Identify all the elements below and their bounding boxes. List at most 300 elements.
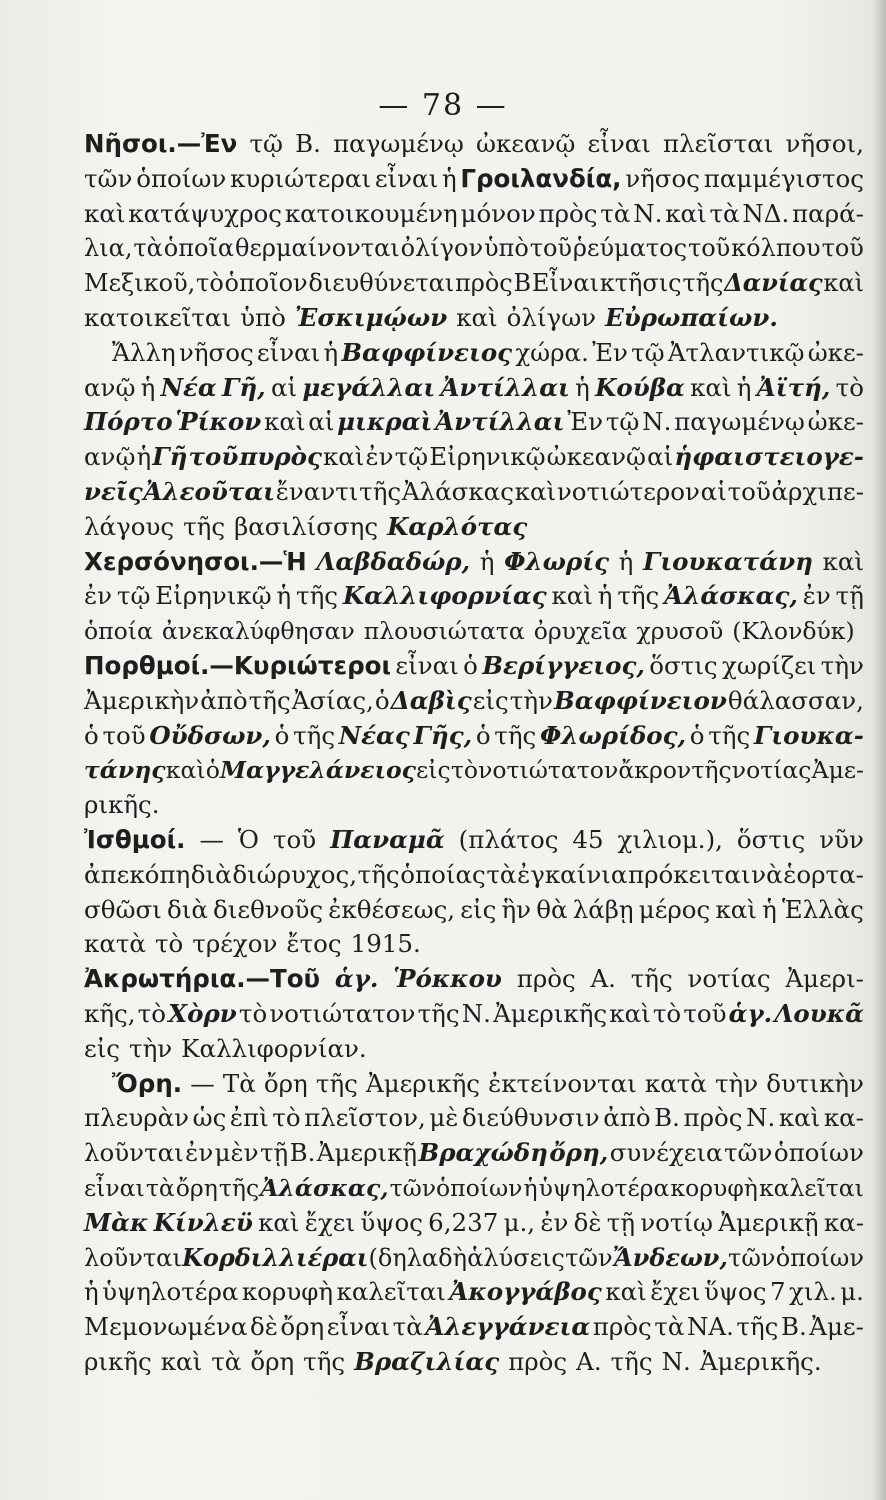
word: ἔτος [286, 929, 342, 959]
word: κα- [823, 1207, 864, 1237]
word: Ἀμε- [809, 1312, 864, 1342]
word: ὁ [205, 756, 220, 785]
word: τῆς [303, 1346, 346, 1376]
word: τῆς [736, 1312, 779, 1342]
text-line [84, 753, 864, 788]
word: κατοικουμένη [284, 198, 458, 228]
word: τὰ [133, 234, 163, 263]
word: Καρλότας [387, 511, 528, 541]
word: τῆς [357, 859, 400, 889]
word: Οὔδσων, [149, 720, 271, 750]
word: ἔχει [650, 1277, 701, 1307]
word: ἡ [136, 442, 152, 472]
word: Α. [590, 964, 616, 994]
word: καὶ [514, 476, 557, 506]
word: τοῦ [188, 442, 239, 472]
word: τὰ [211, 1346, 242, 1376]
word: αἱ [700, 476, 727, 506]
word: ἐν [802, 581, 831, 611]
word: ἔχει [304, 1207, 356, 1237]
text-line [84, 1206, 864, 1241]
word: Γροιλανδία, [460, 163, 622, 193]
word: ἡ [575, 372, 590, 402]
word: δυτικὴν [766, 1068, 864, 1098]
word: ὁποία [84, 617, 153, 646]
word: ὀλίγων [506, 302, 597, 332]
word: τῆς [708, 720, 751, 750]
word: Ἀμερικῇ [316, 1138, 418, 1168]
word: πρὸς [454, 269, 513, 298]
word: Γιουκατάνη [642, 546, 813, 576]
text-line [84, 1241, 864, 1276]
word: τὸ [137, 998, 166, 1028]
word: Ν. [661, 1346, 691, 1376]
word: τρέχον [192, 929, 278, 959]
word: Βραζιλίας [354, 1346, 500, 1376]
word: ἡ [441, 163, 457, 193]
word: εἶναι [587, 129, 651, 158]
word: Ἀλάσκας, [260, 1173, 389, 1202]
word: τὴν [714, 1068, 759, 1098]
word: τῷ [394, 442, 429, 472]
word: τὰ [145, 1173, 175, 1202]
word: ὁποίων [773, 1138, 864, 1168]
word: Β. [295, 129, 321, 158]
word: Φλωρίδος, [539, 720, 687, 750]
word: Βαφφίνειος [341, 337, 513, 367]
word: ὁποίων [775, 1243, 864, 1272]
text-line [84, 927, 864, 962]
word: ὄρη [250, 1346, 295, 1376]
word: τῆς [248, 685, 291, 715]
word: ἡφαιστειογε- [674, 442, 864, 472]
word: αἱ [308, 407, 335, 437]
word: τῆς [315, 1068, 358, 1098]
word: κτῆσις [599, 269, 682, 298]
word: ὁ [374, 685, 390, 715]
word: Ἄλλη [112, 337, 176, 367]
word: τοῦ [529, 234, 573, 263]
text-line [84, 162, 864, 197]
word: ἡ [479, 546, 495, 576]
word: Πορθμοί.—Κυριώτεροι [84, 650, 392, 680]
word: τῆς [494, 720, 537, 750]
word: Ἀμερι- [785, 964, 864, 994]
word: τάνης [84, 756, 166, 785]
word: τῆς [417, 998, 460, 1028]
word: κῆς, [84, 998, 136, 1028]
word: χρυσοῦ [636, 617, 724, 646]
word: τῷ [116, 581, 151, 611]
word: Ὁ [237, 824, 259, 854]
word: ὑπὸ [240, 302, 286, 332]
word: τὴν [509, 685, 553, 715]
word: πρὸς [683, 1103, 743, 1133]
word: ἔναντι [275, 476, 359, 506]
word: ὡς [192, 1103, 227, 1133]
word: Ν. [642, 407, 672, 437]
word: Ἀλάσκας, [664, 581, 798, 611]
word: Πόρτο [84, 407, 173, 437]
word: Μαγγελάνειος [220, 756, 416, 785]
word: τὰ [392, 1312, 423, 1342]
text-line [84, 545, 864, 580]
word: τοῦ [683, 998, 727, 1028]
word: πρὸς [592, 1312, 652, 1342]
text-line [84, 649, 864, 684]
text-line [84, 266, 864, 301]
word: τῆς [218, 1173, 260, 1202]
word: Ἀντίλλαι [435, 407, 565, 437]
word: Ἀσίας, [291, 685, 374, 715]
word: θερμαίνονται [234, 234, 400, 263]
word: χώρα. [515, 337, 589, 367]
word: μεγάλλαι [302, 372, 436, 402]
word: ἁλύσεις [467, 1243, 565, 1272]
word: ρικῆς. [84, 790, 160, 820]
word: τὸ [196, 269, 224, 298]
word: λάβῃ [572, 894, 634, 924]
word: ἡ [762, 894, 777, 924]
word: τῶν [565, 1243, 613, 1272]
text-line [84, 719, 864, 754]
word: καλεῖται [758, 1173, 864, 1202]
word: καὶ [665, 198, 707, 228]
word: Ῥόκκου [393, 964, 502, 994]
word: νοτιώτατον [478, 756, 619, 785]
word: Ἀμερικῇ [718, 1207, 819, 1237]
word: τὰ [709, 198, 740, 228]
word: Κορδιλλιέραι [181, 1242, 369, 1272]
word: Β. [654, 1103, 680, 1133]
word: νοτίας [687, 964, 771, 994]
word: παρά- [792, 198, 864, 228]
word: Βραχώδη [418, 1138, 548, 1168]
text-line [84, 684, 864, 719]
word: λοῦνται [84, 1138, 184, 1168]
word: παμμέγιστος [703, 163, 864, 193]
word: καὶ [165, 756, 206, 785]
word: ὁποίων [136, 163, 227, 193]
word: Ἀλεοῦται [143, 476, 276, 506]
word: ὁποίας [400, 859, 486, 889]
word: Ἀμερικὴν [84, 685, 200, 715]
word: Ἀτλαντικῷ [667, 337, 805, 367]
word: διὰ [166, 894, 208, 924]
word: ὅστις [649, 650, 718, 680]
word: 1915. [350, 929, 421, 959]
word: ἡ [140, 372, 156, 402]
word: ὑψηλοτέρα [538, 1173, 670, 1202]
word: καὶ [823, 269, 864, 298]
word: Χερσόνησοι.—Ἡ [84, 546, 307, 576]
word: εἶναι [326, 1312, 391, 1342]
word: τῆς [691, 756, 732, 785]
word: — [190, 1068, 215, 1098]
word: Δανίας [724, 268, 823, 298]
word: εἶναι [84, 1173, 145, 1202]
word: τὰ [486, 859, 517, 889]
text-line [84, 962, 864, 997]
word: ἡ [618, 546, 634, 576]
word: τῆς [183, 511, 226, 541]
word: τῷ [631, 337, 665, 367]
word: καὶ [322, 442, 365, 472]
word: Β [513, 269, 532, 298]
word: Γῆς, [413, 720, 473, 750]
word: διὰ [190, 859, 232, 889]
word: βασιλίσσης [234, 511, 379, 541]
word: Ἑλλὰς [781, 894, 864, 924]
word: Ῥίκον [175, 407, 262, 437]
word: εἶναι [374, 163, 439, 193]
word: Ἐσκιμῴων [294, 302, 448, 332]
word: Καλλιφορνίαν. [181, 1033, 367, 1063]
word: ἄκρον [618, 756, 692, 785]
word: τοῦ [272, 824, 317, 854]
word: νὰ [751, 859, 783, 889]
word: Ν. [633, 198, 663, 228]
word: μόνον [460, 198, 536, 228]
word: Ὄρη. [112, 1068, 183, 1098]
word: τῷ [605, 407, 640, 437]
text-line [84, 475, 864, 510]
word: νεῖς [84, 476, 143, 506]
word: μ. [840, 1277, 864, 1307]
word: Ν. [746, 1103, 776, 1133]
word: διευθύνεται [308, 269, 455, 298]
word: καὶ [609, 998, 651, 1028]
word: ἐκθέσεως, [328, 894, 456, 924]
word: Β. [289, 1138, 316, 1168]
word: ὄρη [280, 1312, 325, 1342]
word: ὄρη [175, 1173, 218, 1202]
word: τοῦ [102, 720, 146, 750]
word: ἑορτα- [783, 859, 864, 889]
word: ὁ [274, 720, 290, 750]
word: ὀρυχεῖα [533, 617, 628, 646]
word: λάγους [84, 511, 175, 541]
word: Παναμᾶ [330, 824, 445, 854]
word: Ἐν [592, 337, 628, 367]
word: συνέχεια [609, 1138, 723, 1168]
word: ΝΑ. [686, 1312, 734, 1342]
word: ἐκτείνονται [488, 1068, 637, 1098]
text-line [84, 997, 864, 1032]
word: τῶν [84, 163, 133, 193]
word: κατὰ [644, 1068, 707, 1098]
word: Δαβὶς [390, 685, 472, 715]
word: τῆς [296, 581, 338, 611]
text-line [84, 231, 864, 266]
word: σθῶσι [84, 894, 162, 924]
word: 7 [769, 1277, 786, 1307]
word: Εἶναι [531, 269, 599, 298]
word: καὶ [258, 1207, 300, 1237]
word: ὠκεανῷ [546, 442, 647, 472]
word: — [199, 824, 224, 854]
word: καὶ [456, 302, 498, 332]
word: τῆς [682, 269, 724, 298]
word: λοῦνται [84, 1243, 182, 1272]
word: εἰς [416, 756, 451, 785]
word: τῶν [724, 1138, 773, 1168]
word: θάλασσαν, [727, 685, 864, 715]
word: πρὸς [516, 964, 576, 994]
word: Βαφφίνειον [554, 685, 727, 715]
text-line [84, 1067, 864, 1102]
word: κορυφὴ [241, 1277, 334, 1307]
text-line [84, 405, 864, 440]
word: πλουσιώτατα [363, 617, 525, 646]
text-line [84, 197, 864, 232]
word: εἰς [472, 685, 509, 715]
word: τῶν [728, 1243, 776, 1272]
word: Ἀμερικῆς [366, 1068, 481, 1098]
text-line [84, 1101, 864, 1136]
word: Εὐρωπαίων. [605, 302, 778, 332]
word: εἶναι [395, 650, 459, 680]
word: ρικῆς [84, 1346, 152, 1376]
word: τοῦ [727, 476, 771, 506]
word: θὰ [536, 894, 568, 924]
word: Ἐν [567, 407, 604, 437]
word: εἰς [84, 1033, 121, 1063]
word: ανῷ [84, 442, 136, 472]
word: χιλιομ.), [617, 824, 723, 854]
text-line [84, 788, 864, 823]
word: πρὸς [508, 1346, 568, 1376]
word: πυρὸς [239, 442, 322, 472]
word: διεύθυνσιν [461, 1103, 600, 1133]
word: ανῷ [84, 372, 136, 402]
word: τὸ [450, 756, 478, 785]
text-line [84, 371, 864, 406]
word: νοτιώτατον [269, 998, 416, 1028]
word: ἐπὶ [229, 1103, 269, 1133]
word: τὸ [238, 998, 268, 1028]
word: Ἰσθμοί. [84, 824, 186, 854]
word: ἀπὸ [603, 1103, 651, 1133]
word: ὁ [475, 720, 491, 750]
text-line [84, 127, 864, 162]
word: δὲ [573, 1207, 602, 1237]
word: πλεῖσται [663, 129, 774, 158]
word: καλεῖται [336, 1277, 446, 1307]
word: Τὰ [222, 1068, 256, 1098]
word: ἡ [597, 581, 613, 611]
word: Α. [576, 1346, 602, 1376]
word: εἰς [460, 894, 497, 924]
word: τὸ [652, 998, 682, 1028]
word: μικραὶ [337, 407, 433, 437]
word: καὶ [605, 1277, 647, 1307]
word: κυριώτεραι [230, 163, 372, 193]
text-line [84, 1032, 864, 1067]
word: μέρος [638, 894, 711, 924]
word: ὅστις [736, 824, 806, 854]
word: ὁποῖον [224, 269, 308, 298]
word: ἀπεκόπη [84, 859, 191, 889]
word: ἀνεκαλύφθησαν [161, 617, 355, 646]
word: τῷ [249, 129, 283, 158]
word: ΝΔ. [742, 198, 790, 228]
word: καὶ [160, 1346, 203, 1376]
word: ὠκε- [807, 337, 864, 367]
word: (δηλαδὴ [368, 1243, 467, 1272]
word: ὁ [84, 720, 99, 750]
word: ὁποῖα [163, 234, 235, 263]
word: παγωμένῳ [674, 407, 805, 437]
word: Ἀμε- [811, 756, 864, 785]
word: Καλλιφορνίας [342, 581, 547, 611]
word: Νέας [338, 720, 410, 750]
word: ἐγκαίνια [517, 859, 628, 889]
word: ἣν [501, 894, 532, 924]
word: τὰ [654, 1312, 685, 1342]
word: κατὰ [84, 929, 146, 959]
word: μ., [503, 1207, 536, 1237]
word: Μὰκ [84, 1207, 149, 1237]
word: κορυφὴ [670, 1173, 758, 1202]
word: τῇ [606, 1207, 635, 1237]
word: Ἀντίλλαι [440, 372, 570, 402]
word: ἀρχιπε- [771, 476, 864, 506]
word: Ἀλάσκας [401, 476, 514, 506]
word: ῥεύματος [572, 234, 688, 263]
word: ὑψηλοτέρα [102, 1277, 239, 1307]
word: Βερίγγειος, [482, 650, 645, 680]
word: Ἀμερικῆς. [699, 1346, 822, 1376]
word: τῆς [617, 581, 660, 611]
word: ὑπὸ [483, 234, 529, 263]
word: Νέα [160, 372, 217, 402]
word: αἱ [270, 372, 298, 402]
word: Β. [780, 1312, 807, 1342]
word: παγωμένῳ [333, 129, 464, 158]
word: Ἀλεγγάνεια [425, 1312, 591, 1342]
word: νῆσοι, [785, 129, 864, 158]
word: κατάψυχρος [128, 198, 283, 228]
text-line [84, 614, 864, 649]
word: ἡ [736, 372, 752, 402]
word: Ἀϊτή, [756, 372, 831, 402]
word: διώρυχος, [232, 859, 358, 889]
word: εἶναι [256, 337, 321, 367]
word: ἐν [365, 442, 394, 472]
word: τῆς [610, 1346, 653, 1376]
word: ἁγ. [334, 964, 379, 994]
word: Μεξικοῦ, [84, 269, 196, 298]
word: καὶ [778, 1103, 821, 1133]
word: ἡ [523, 1173, 538, 1202]
word: Μεμονωμένα [84, 1312, 248, 1342]
word: τὰ [600, 198, 631, 228]
word: τῇ [259, 1138, 289, 1168]
word: Κούβα [595, 372, 685, 402]
word: ἡ [323, 337, 339, 367]
word: τοῦ [821, 234, 864, 263]
word: ὕψος [703, 1277, 767, 1307]
word: Ἀμερικῆς [493, 998, 608, 1028]
word: ὁ [689, 720, 705, 750]
text-line [84, 1345, 864, 1380]
word: διεθνοῦς [213, 894, 324, 924]
word: ὠκεανῷ [475, 129, 576, 158]
word: ὕψος [360, 1207, 423, 1237]
word: τῆς [359, 476, 402, 506]
word: ἡ [276, 581, 292, 611]
